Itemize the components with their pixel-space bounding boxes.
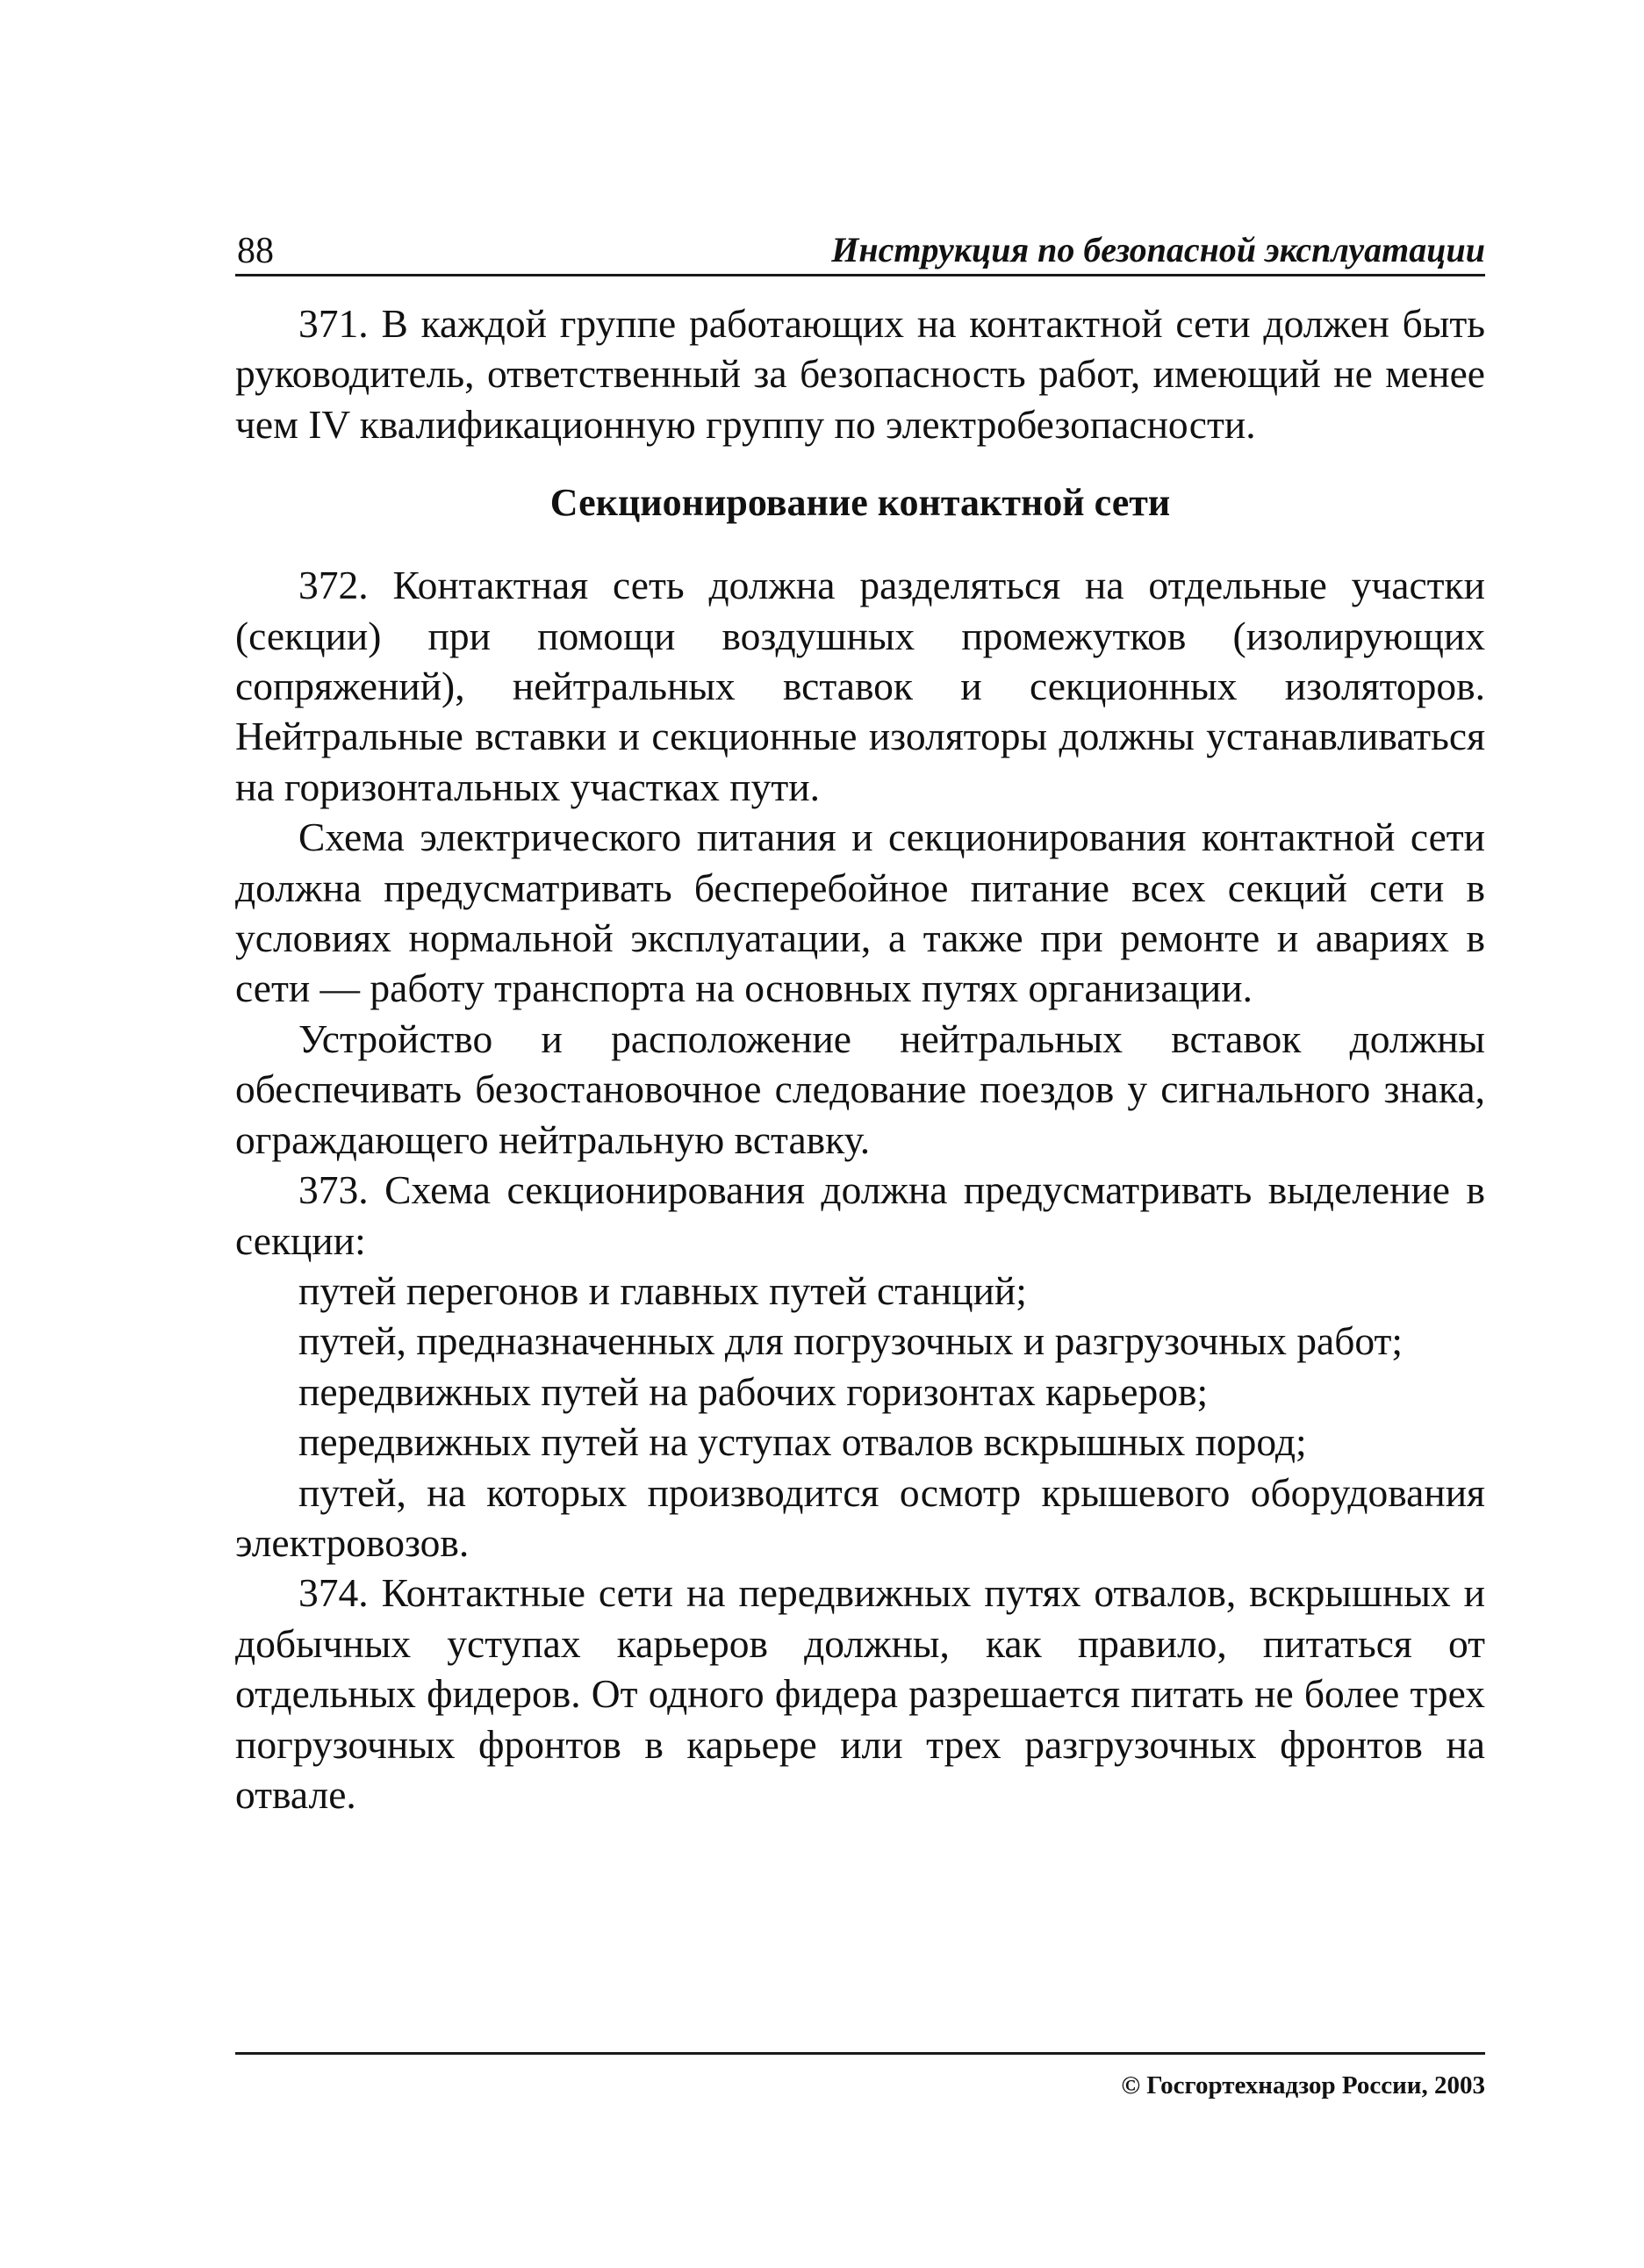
page-number: 88	[237, 231, 274, 271]
body-text	[235, 298, 1485, 1819]
paragraph-372-inserts: Устройство и расположение нейтральных вставок должны обеспечивать безостановочное следование поездов у сигнального знака, ограждающего нейтральную вставку.	[235, 1016, 1485, 1162]
paragraph-374: 374. Контактные сети на передвижных путях отвалов, вскрышных и добычных уступах карьеров должны, как правило, питаться от отдельных фидеров. От одного фидера разрешается питать не более трех погрузочных фронтов в карьере или трех разгрузочных фронтов на отвале.	[235, 1570, 1485, 1817]
paragraph-371: 371. В каждой группе работающих на контактной сети должен быть руководитель, ответственный за безопасность работ, имеющий не менее чем IV квалификационную группу по электробезопасности.	[235, 301, 1485, 447]
paragraph-372-scheme: Схема электрического питания и секционирования контактной сети должна предусматривать бесперебойное питание всех секций сети в условиях нормальной эксплуатации, а также при ремонте и авариях в сети — работу транспорта на основных путях организации.	[235, 815, 1485, 1011]
copyright-notice: © Госгортехнадзор России, 2003	[1121, 2071, 1485, 2099]
running-title: Инструкция по безопасной эксплуатации	[831, 230, 1485, 269]
footer-divider	[235, 2052, 1485, 2055]
paragraph-372: 372. Контактная сеть должна разделяться на отдельные участки (секции) при помощи воздушных промежутков (изолирующих сопряжений), нейтральных вставок и секционных изоляторов. Нейтральные вставки и секционные изоляторы должны устанавливаться на горизонтальных участках пути.	[235, 563, 1485, 809]
list-item-3: передвижных путей на рабочих горизонтах карьеров;	[298, 1368, 1209, 1414]
section-heading: Секционирование контактной сети	[549, 481, 1171, 525]
list-item-1: путей перегонов и главных путей станций;	[298, 1267, 1027, 1313]
page-header	[235, 230, 1485, 276]
list-item-4: передвижных путей на уступах отвалов вскрышных пород;	[298, 1419, 1307, 1465]
list-item-2: путей, предназначенных для погрузочных и разгрузочных работ;	[298, 1318, 1404, 1364]
list-item-5: путей, на которых производится осмотр крышевого оборудования электровозов.	[235, 1469, 1485, 1565]
paragraph-373: 373. Схема секционирования должна предусматривать выделение в секции:	[235, 1167, 1485, 1263]
